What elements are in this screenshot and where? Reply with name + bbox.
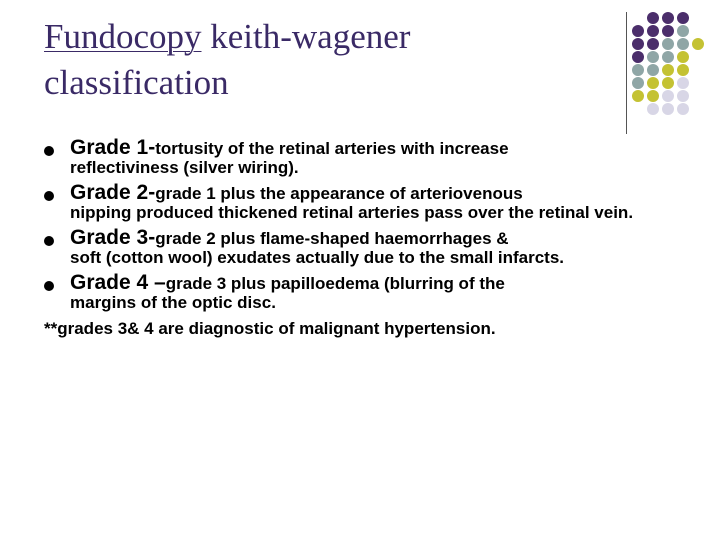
list-item-grade-4 [44, 273, 704, 312]
list-item-grade-1 [44, 138, 704, 177]
decorative-dot [647, 90, 659, 102]
decorative-dot [662, 12, 674, 24]
decorative-dot [662, 51, 674, 63]
grade-label: Grade 1- [70, 136, 156, 159]
decorative-dot-grid [630, 10, 720, 120]
title-rest: keith-wagener [201, 17, 411, 56]
decorative-dot [647, 64, 659, 76]
grade-label: Grade 3- [70, 226, 156, 249]
grade-text: grade 3 plus papilloedema (blurring of the [165, 274, 505, 293]
decorative-dot [677, 77, 689, 89]
decorative-dot [632, 25, 644, 37]
decorative-dot [632, 90, 644, 102]
decorative-dot [632, 51, 644, 63]
bullet-icon [44, 146, 54, 156]
list-item-grade-3 [44, 228, 704, 267]
grade-text-continued: soft (cotton wool) exudates actually due to the small infarcts. [70, 248, 565, 267]
title-underlined-word: Fundocopy [44, 17, 202, 56]
bullet-icon [44, 281, 54, 291]
decorative-dot [677, 64, 689, 76]
decorative-dot [647, 77, 659, 89]
grade-label: Grade 2- [70, 181, 156, 204]
decorative-dot [647, 51, 659, 63]
grade-text-continued: margins of the optic disc. [70, 293, 276, 312]
decorative-dot [677, 90, 689, 102]
bullet-icon [44, 236, 54, 246]
grade-text: grade 2 plus flame-shaped haemorrhages & [155, 229, 509, 248]
decorative-dot [632, 77, 644, 89]
vertical-divider [626, 12, 627, 134]
grade-text: tortusity of the retinal arteries with increase [155, 139, 509, 158]
decorative-dot [662, 90, 674, 102]
decorative-dot [677, 38, 689, 50]
grade-label: Grade 4 – [70, 271, 166, 294]
decorative-dot [647, 103, 659, 115]
decorative-dot [662, 64, 674, 76]
bullet-icon [44, 191, 54, 201]
list-item-grade-2 [44, 183, 704, 222]
decorative-dot [662, 25, 674, 37]
decorative-dot [632, 38, 644, 50]
footnote: **grades 3& 4 are diagnostic of malignant hypertension. [44, 319, 496, 338]
bullet-list [44, 138, 704, 340]
decorative-dot [662, 77, 674, 89]
decorative-dot [677, 51, 689, 63]
decorative-dot [662, 103, 674, 115]
decorative-dot [677, 103, 689, 115]
decorative-dot [677, 12, 689, 24]
decorative-dot [647, 25, 659, 37]
decorative-dot [632, 64, 644, 76]
title-line-2: classification [44, 63, 229, 102]
decorative-dot [662, 38, 674, 50]
decorative-dot [647, 38, 659, 50]
decorative-dot [647, 12, 659, 24]
slide-title [44, 14, 604, 106]
decorative-dot [692, 38, 704, 50]
grade-text-continued: reflectiviness (silver wiring). [70, 158, 299, 177]
grade-text-continued: nipping produced thickened retinal arteries pass over the retinal vein. [70, 203, 634, 222]
grade-text: grade 1 plus the appearance of arteriovenous [155, 184, 523, 203]
decorative-dot [677, 25, 689, 37]
